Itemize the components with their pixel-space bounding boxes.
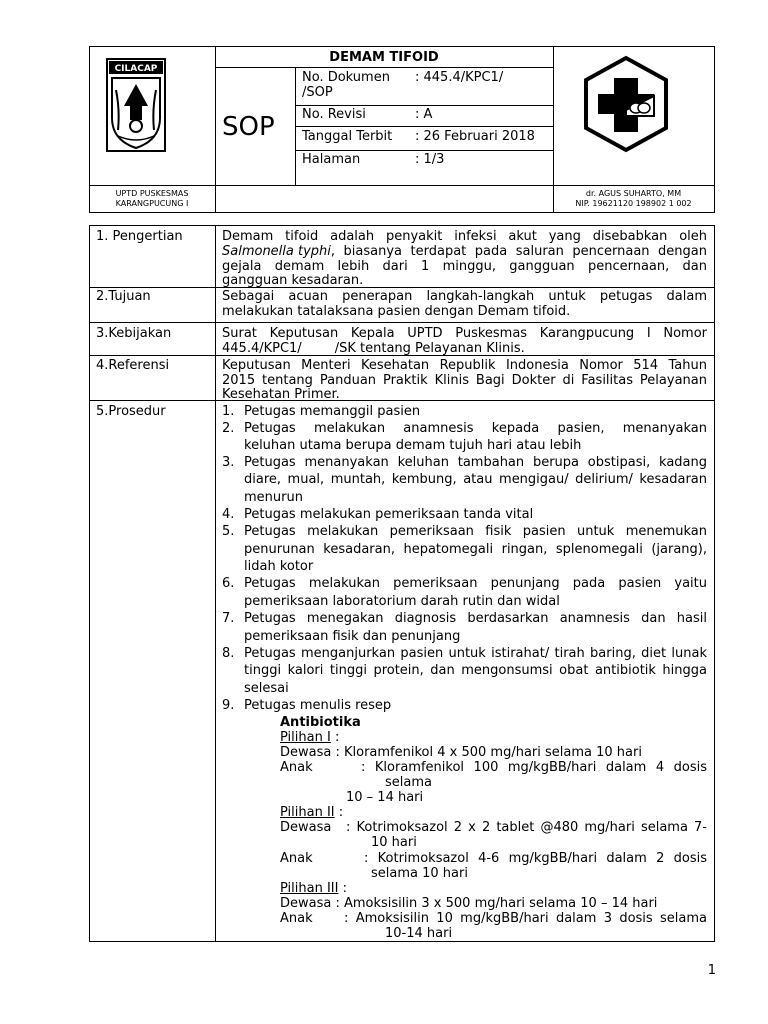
referensi-label: 4.Referensi [96, 358, 170, 373]
halaman-label: Halaman [302, 152, 361, 167]
step-6-line: pemeriksaan laboratorium darah rutin dan widal [244, 594, 560, 609]
pilihan-2-anak-cont: selama 10 hari [371, 866, 468, 881]
pilihan-3-dewasa: Dewasa : Amoksisilin 3 x 500 mg/hari selama 10 – 14 hari [280, 896, 658, 911]
step-8-line: selesai [244, 681, 289, 696]
pilihan-2-anak-label: Anak [280, 851, 313, 866]
pilihan-2-dewasa-cont: 10 hari [371, 835, 417, 850]
step-number: 1. [222, 404, 235, 419]
kebijakan-label: 3.Kebijakan [96, 326, 172, 341]
step-3-line: menurun [244, 490, 303, 505]
no-dokumen-value-2: /SOP [302, 85, 333, 100]
pengertian-text-l2-rest: , biasanya terdapat pada saluran pencernaan dengan [330, 244, 707, 259]
pilihan-1-anak-label: Anak [280, 760, 313, 775]
page-number: 1 [707, 963, 716, 978]
pilihan-1-dewasa: Dewasa : Kloramfenikol 4 x 500 mg/hari selama 10 hari [280, 745, 642, 760]
pengertian-text-l1: Demam tifoid adalah penyakit infeksi akut yang disebabkan oleh [222, 229, 707, 244]
pilihan-2-dewasa-label: Dewasa [280, 820, 332, 835]
tujuan-label: 2.Tujuan [96, 289, 151, 304]
step-2-line: keluhan utama berupa demam tujuh hari atau lebih [244, 438, 582, 453]
step-5-line: Petugas melakukan pemeriksaan fisik pasien untuk menemukan [244, 524, 707, 539]
pilihan-1-anak: : Kloramfenikol 100 mg/kgBB/hari dalam 4 dosis [361, 760, 707, 775]
referensi-text-l1: Keputusan Menteri Kesehatan Republik Indonesia Nomor 514 Tahun [222, 358, 707, 373]
no-revisi-label: No. Revisi [302, 107, 366, 122]
pilihan-3-anak: : Amoksisilin 10 mg/kgBB/hari dalam 3 dosis selama [344, 911, 707, 926]
no-dokumen-label: No. Dokumen [302, 70, 390, 85]
puskesmas-logo [578, 54, 674, 154]
sop-label: SOP [222, 112, 275, 142]
step-8-line: Petugas menganjurkan pasien untuk istirahat/ tirah baring, diet lunak [244, 646, 707, 661]
step-4-line: Petugas melakukan pemeriksaan tanda vital [244, 507, 534, 522]
step-6-line: Petugas melakukan pemeriksaan penunjang pada pasien yaitu [244, 576, 707, 591]
pilihan-1-anak-cont: selama [385, 775, 432, 790]
halaman-value: : 1/3 [415, 152, 445, 167]
step-number: 7. [222, 611, 235, 626]
step-8-line: tinggi kalori tinggi protein, dan mengonsumsi obat antibiotik hingga [244, 663, 707, 678]
cilacap-logo [104, 56, 168, 156]
prosedur-label: 5.Prosedur [96, 404, 166, 419]
kebijakan-text-l1: Surat Keputusan Kepala UPTD Puskesmas Karangpucung I Nomor [222, 326, 707, 341]
org-name-line2: KARANGPUCUNG I [115, 199, 189, 208]
pilihan-2-anak: : Kotrimoksazol 4-6 mg/kgBB/hari dalam 2 dosis [364, 851, 707, 866]
step-3-line: diare, mual, muntah, kembung, atau mengigau/ delirium/ kesadaran [244, 472, 707, 487]
org-name-line1: UPTD PUSKESMAS [115, 189, 189, 198]
kebijakan-text-l2: 445.4/KPC1/ /SK tentang Pelayanan Klinis. [222, 341, 525, 356]
step-number: 2. [222, 421, 235, 436]
pilihan-1-anak-duration: 10 – 14 hari [346, 790, 424, 805]
step-5-line: penurunan kesadaran, hepatomegali ringan, splenomegali (jarang), [244, 542, 707, 557]
step-number: 3. [222, 455, 235, 470]
step-2-line: Petugas melakukan anamnesis kepada pasien, menanyakan [244, 421, 707, 436]
pilihan-3-heading: Pilihan III : [280, 881, 347, 896]
head-nip: NIP. 19621120 198902 1 002 [575, 199, 692, 208]
pilihan-3-anak-cont: 10-14 hari [385, 926, 453, 941]
step-number: 5. [222, 524, 235, 539]
step-7-line: pemeriksaan fisik dan penunjang [244, 629, 461, 644]
pilihan-3-anak-label: Anak [280, 911, 313, 926]
step-3-line: Petugas menanyakan keluhan tambahan berupa obstipasi, kadang [244, 455, 707, 470]
pilihan-2-heading: Pilihan II : [280, 805, 344, 820]
referensi-text-l2: 2015 tentang Panduan Praktik Klinis Bagi Dokter di Fasilitas Pelayanan [222, 373, 707, 388]
step-9-line: Petugas menulis resep [244, 698, 392, 713]
referensi-text-l3: Kesehatan Primer. [222, 387, 340, 402]
pengertian-text-l2 [222, 244, 707, 259]
step-number: 4. [222, 507, 235, 522]
pengertian-label: 1. Pengertian [96, 229, 183, 244]
step-number: 8. [222, 646, 235, 661]
pengertian-text-l4: gangguan kesadaran. [222, 273, 364, 288]
step-7-line: Petugas menegakan diagnosis berdasarkan anamnesis dan hasil [244, 611, 707, 626]
antibiotika-heading: Antibiotika [280, 715, 361, 730]
document-title: DEMAM TIFOID [329, 50, 439, 65]
tanggal-terbit-value: : 26 Februari 2018 [415, 129, 535, 144]
tujuan-text-l2: melakukan tatalaksana pasien dengan Demam tifoid. [222, 304, 571, 319]
no-revisi-value: : A [415, 107, 433, 122]
no-dokumen-value: : 445.4/KPC1/ [415, 70, 504, 85]
pathogen-name: Salmonella typhi [222, 244, 331, 259]
pilihan-2-dewasa: : Kotrimoksazol 2 x 2 tablet @480 mg/hari selama 7- [346, 820, 707, 835]
svg-text:CILACAP: CILACAP [114, 64, 158, 74]
pengertian-text-l3: gejala demam lebih dari 1 minggu, gangguan pencernaan, dan [222, 259, 707, 274]
head-name: dr. AGUS SUHARTO, MM [585, 189, 682, 198]
tanggal-terbit-label: Tanggal Terbit [302, 129, 393, 144]
tujuan-text-l1: Sebagai acuan penerapan langkah-langkah untuk petugas dalam [222, 289, 707, 304]
step-1-line: Petugas memanggil pasien [244, 404, 421, 419]
step-5-line: lidah kotor [244, 559, 314, 574]
step-number: 9. [222, 698, 235, 713]
pilihan-1-heading: Pilihan I : [280, 730, 340, 745]
step-number: 6. [222, 576, 235, 591]
